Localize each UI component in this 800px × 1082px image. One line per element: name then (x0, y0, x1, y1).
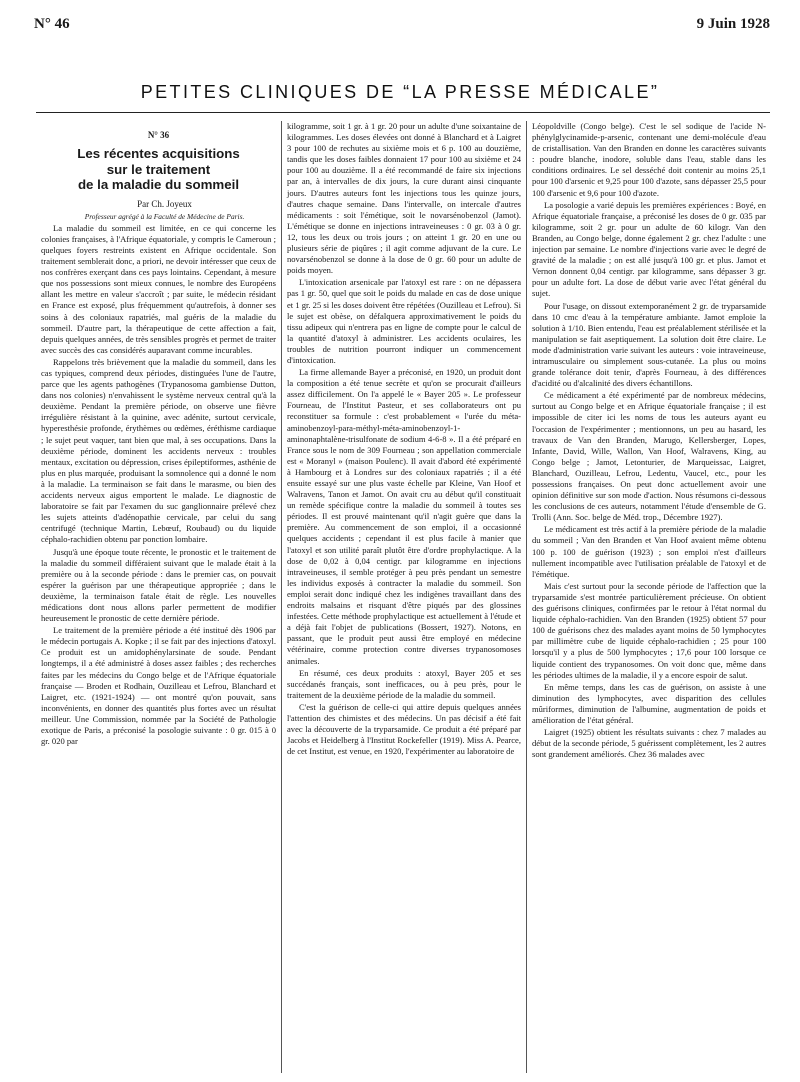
paragraph: kilogramme, soit 1 gr. à 1 gr. 20 pour un adulte d'une soixantaine de kilogrammes. Les doses élevées ont donné à Blanchard et à Laigret 3 pour 100 de rechutes au sixième mois et 6 p. 100 au douzième, tandis que les doses faibles donnaient 17 pour 100 au sixième et 24 pour 100 au douzième. Il a été recommandé de faire six injections par an, à intervalles de dix jours, la cure durant ainsi cinquante jours. D'autres auteurs font les injections tous les quinze jours, d'autres chaque semaine. Dans l'intervalle, on intercale d'autres médicaments : soit l'émétique, soit le novarsénobenzol (Jamot). L'émétique se donne en injections intraveineuses : 0 gr. 03 à 0 gr. 12, tous les deux ou trois jours ; on atteint 1 gr. 20 en une ou plusieurs série de piqûres ; il agit comme adjuvant de la cure. Le novarsénobenzol se donne à la dose de 0 gr. 60 pour un adulte de poids moyen. (287, 121, 521, 276)
column-1 (36, 121, 281, 1073)
paragraph: Rappelons très brièvement que la maladie du sommeil, dans les cas typiques, comprend deux périodes, distinguées l'une de l'autre, parce que les agents pathogènes (Trypanosoma gambiense Dutton, dans nos colonies) n'envahissent le système nerveux central qu'à la deuxième. Pendant la première période, on observe une fièvre irrégulière résistant à la quinine, avec adénite, surtout cervicale, hyperesthésie profonde, érythèmes ou œdèmes, éréthisme cardiaque ; le sujet peut vaquer, tant bien que mal, à ses occupations. Dans la deuxième période, dominent les accidents nerveux : troubles mentaux, excitation ou dépression, crises épileptiformes, asthénie de plus en plus marquée, produisant la somnolence qui a donné le nom à la maladie. La terminaison se fait dans le marasme, ou bien des accidents nerveux aigus emportent le malade. Le diagnostic de laboratoire se fait par l'examen du suc ganglionnaire prélevé chez les sujets atteints d'adénopathie cervicale, par celui du sang centrifugé (technique Martin, Lebœuf, Roubaud) ou du liquide céphalo-rachidien obtenu par ponction lombaire. (41, 356, 276, 545)
paragraph: Le traitement de la première période a été institué dès 1906 par le médecin portugais A. Kopke ; il se fait par des injections d'atoxyl. Ce produit est un amidophénylarsinate de soude. Pendant longtemps, il a été administré à doses assez faibles ; des recherches faites par les médecins du Congo belge et de l'Afrique équatoriale française — Broden et Rodhain, Ouzilleau et Lefrou, Blanchard et Laigret, etc. (1921-1924) — ont montré qu'on pouvait, sans inconvénients, en donner des quantités plus fortes avec un résultat meilleur. Une Commission, nommée par la Société de Pathologie exotique de Paris, a préconisé la posologie suivante : 0 gr. 015 à 0 gr. 020 par (41, 625, 276, 747)
paragraph: L'intoxication arsenicale par l'atoxyl est rare : on ne dépassera pas 1 gr. 50, quel que soit le poids du malade en cas de dose unique et 1 gr. 25 si les doses doivent être répétées (Ouzilleau et Lefrou). Si le sujet est obèse, on défalquera approximativement le poids du tissu adipeux qui n'entrera pas en ligne de compte pour le calcul de la quantité d'atoxyl à administrer. Les accidents oculaires, les troubles de nutrition pourront indiquer un commencement d'intoxication. (287, 277, 521, 365)
column-2 (281, 121, 526, 1073)
paragraph: La posologie a varié depuis les premières expériences : Boyé, en Afrique équatoriale française, a préconisé les doses de 0 gr. 035 par kilogramme, soit 2 gr. pour un adulte de 60 kilogr. Van den Branden, au Congo belge, donne également 2 gr. chez l'adulte : une injection par semaine. Le nombre d'injections varie avec le degré de gravité de la maladie ; on est allé jusqu'à 100 gr. et plus. Jamot et Vernon donnent 0,04 centigr. par kilogramme, sans dépasser 3 gr. pour un adulte fort. La dose de début varie avec l'état général du sujet. (532, 199, 766, 299)
section-title: PETITES CLINIQUES DE “LA PRESSE MÉDICALE” (140, 82, 660, 102)
paragraph: La firme allemande Bayer a préconisé, en 1920, un produit dont la composition a été tenue secrète et qu'on se procurait d'ailleurs assez difficilement. On l'a appelé le « Bayer 205 ». Le professeur Fourneau, de l'Institut Pasteur, et ses collaborateurs ont pu reconstituer sa formule : c'est probablement « l'urée du méta-aminobenzoyl-para-méthyl-méta-aminobenzoyl-1-aminonaphtalène-trisulfonate de sodium 4-6-8 ». Il a été préparé en France sous le nom de 309 Fourneau ; son appellation commerciale est « Moranyl » (maison Poulenc). Il avait d'abord été expérimenté à Hambourg et à Londres sur des coloniaux rapatriés ; il a été ensuite essayé sur une plus vaste échelle par Kleine, Van Hoof et Walravens, Tanon et Jamot. On avait cru au début qu'il constituait un remède spécifique contre la maladie du sommeil à toutes ses périodes. Il est prouvé maintenant qu'il n'agit guère que dans la première. Au commencement de son emploi, il a occasionné quelques accidents ; cependant il est plus facile à manier que l'atoxyl et son utilité paraît plutôt être d'ordre prophylactique. A la dose de 0,02 à 0,04 centigr. par kilogramme en injections intraveineuses, il semble protéger à peu près pendant un semestre les individus exposés à contracter la maladie du sommeil. Son emploi serait donc indiqué chez les indigènes travaillant dans des endroits malsains et risquant d'être piqués par des glossines infestées. Cette méthode prophylactique est actuellement à l'étude et a déjà fait l'objet de publications (Bossert, 1927). Notons, en passant, que le produit peut aussi être employé en médecine vétérinaire, comme protection contre diverses trypanosomoses animales. (287, 367, 521, 666)
page-header (34, 16, 770, 38)
article-byline: Par Ch. Joyeux (137, 198, 192, 209)
paragraph: Ce médicament a été expérimenté par de nombreux médecins, surtout au Congo belge et en Afrique équatoriale française ; il est impossible de citer ici les noms de tous les auteurs ayant eu l'occasion de l'expérimenter ; mentionnons, un peu au hasard, les travaux de Van den Branden, Marugo, Kellersberger, Lopes, Infante, David, Wille, Wallon, Van Hoof, Walravens, King, au Congo belge ; Jamot, Letonturier, de Marqueissac, Laigret, Blanchard, Ouzilleau, Lefrou, Ledentu, Vaucel, etc., pour les possessions françaises. On peut donc actuellement avoir une opinion définitive sur son mode d'action. Nous résumons ci-dessous les conclusions de ces auteurs, notamment l'étude d'ensemble de G. Trolli (Ann. Soc. belge de Méd. trop., Décembre 1927). (532, 390, 766, 523)
column-3 (526, 121, 771, 1073)
paragraph: Léopoldville (Congo belge). C'est le sel sodique de l'acide N-phénylglycinamide-p-arsenic, contenant une demi-molécule d'eau de cristallisation. Van den Branden en donne les caractères suivants : poudre blanche, inodore, soluble dans l'eau, stable dans les conditions ordinaires. Le sel desséché doit contenir au moins 25,1 pour 100 d'arsenic et 9,25 pour 100 d'azote, sans dépasser 25,5 pour 100 d'arsenic et 9,6 pour 100 d'azote. (532, 121, 766, 198)
issue-number: N° 46 (34, 16, 70, 32)
article-title-line: sur le traitement (106, 161, 211, 177)
author-affiliation: Professeur agrégé à la Faculté de Médecine de Paris. (84, 211, 245, 221)
article-title-line: Les récentes acquisitions (77, 146, 240, 162)
paragraph: Pour l'usage, on dissout extemporanément 2 gr. de tryparsamide dans 10 cmc d'eau à la température ambiante. Jamot emploie la solution à 1/10. Bien entendu, l'eau est préalablement stérilisée et la manipulation se fait aseptiquement. La solution doit être claire. Le mode d'administration varie suivant les auteurs : voie intraveineuse, intramusculaire ou simplement sous-cutanée. La plus ou moins grande tolérance doit tenir, d'après Fourneau, à des différences d'acidité ou d'alcalinité des divers échantillons. (532, 300, 766, 389)
article-number: N° 36 (147, 130, 170, 140)
paragraph: La maladie du sommeil est limitée, en ce qui concerne les colonies françaises, à l'Afrique équatoriale, y compris le Cameroun ; quelques foyers restreints existent en Afrique occidentale. Son traitement semblerait donc, a priori, ne devoir intéresser que ceux de nos confrères exerçant dans ces pays lointains. Cependant, à mesure que nos possessions sont mieux connues, le nombre des Européens allant les mettre en valeur s'accroît ; par suite, le médecin résidant en France est exposé, plus fréquemment qu'autrefois, à donner ses soins à des coloniaux rapatriés, mal guéris de la maladie du sommeil. D'autre part, la thérapeutique de cette affection a fait, depuis quelques années, de très sensibles progrès et permet de traiter avec succès des cas considérés auparavant comme incurables. (41, 222, 276, 355)
paragraph: Le médicament est très actif à la première période de la maladie du sommeil ; Van den Branden et Van Hoof avaient même obtenu 100 p. 100 de guérison (1923) ; son emploi n'est d'ailleurs nullement incompatible avec l'utilisation préalable de l'atoxyl et de l'émétique. (532, 524, 766, 579)
paragraph: Mais c'est surtout pour la seconde période de l'affection que la tryparsamide s'est montrée particulièrement précieuse. On obtient des guérisons cliniques, confirmées par le retour à l'état normal du liquide céphalo-rachidien. Van den Branden (1925) obtient 57 pour 100 de guérisons chez des malades ayant moins de 50 lymphocytes par millimètre cube de liquide céphalo-rachidien ; 25 pour 100 lorsqu'il y a plus de 500 lymphocytes ; 17,6 pour 100 lorsque ce liquide contient des trypanosomes. On voit donc que, même dans les périodes ultimes de la maladie, il y a encore espoir de salut. (532, 580, 766, 680)
article-title (41, 146, 276, 193)
article-columns (36, 121, 772, 1073)
issue-date: 9 Juin 1928 (696, 16, 770, 32)
paragraph: C'est la guérison de celle-ci qui attire depuis quelques années l'attention des chimistes et des médecins. Un pas décisif a été fait avec la découverte de la tryparsamide. Ce produit a été préparé par Jacobs et Heidelberg à l'Institut Rockefeller (1919). Miss A. Pearce, de cet Institut, est venue, en 1920, l'expérimenter au laboratoire de (287, 701, 521, 757)
article-title-line: de la maladie du sommeil (77, 177, 240, 193)
paragraph: En résumé, ces deux produits : atoxyl, Bayer 205 et ses succédanés français, sont inefficaces, ou à peu près, pour le traitement de la deuxième période de la maladie du sommeil. (287, 667, 521, 700)
paragraph: Laigret (1925) obtient les résultats suivants : chez 7 malades au début de la seconde période, 5 guérissent complètement, les 2 autres sont grandement améliorés. Chez 36 malades avec (532, 727, 766, 760)
paragraph: Jusqu'à une époque toute récente, le pronostic et le traitement de la maladie du sommeil différaient suivant que le malade était à la première ou à la seconde période : dans le premier cas, on pouvait espérer la guérison par une thérapeutique appropriée ; dans le deuxième, la terminaison fatale était de règle. Les nouvelles médications dont nous allons parler permettent de modifier heureusement le pronostic de cette dernière période. (41, 546, 276, 624)
title-rule (36, 112, 770, 113)
paragraph: En même temps, dans les cas de guérison, on assiste à une diminution des lymphocytes, avec disparition des cellules mûriformes, diminution de l'albumine, augmentation de poids et amélioration de l'état général. (532, 681, 766, 725)
